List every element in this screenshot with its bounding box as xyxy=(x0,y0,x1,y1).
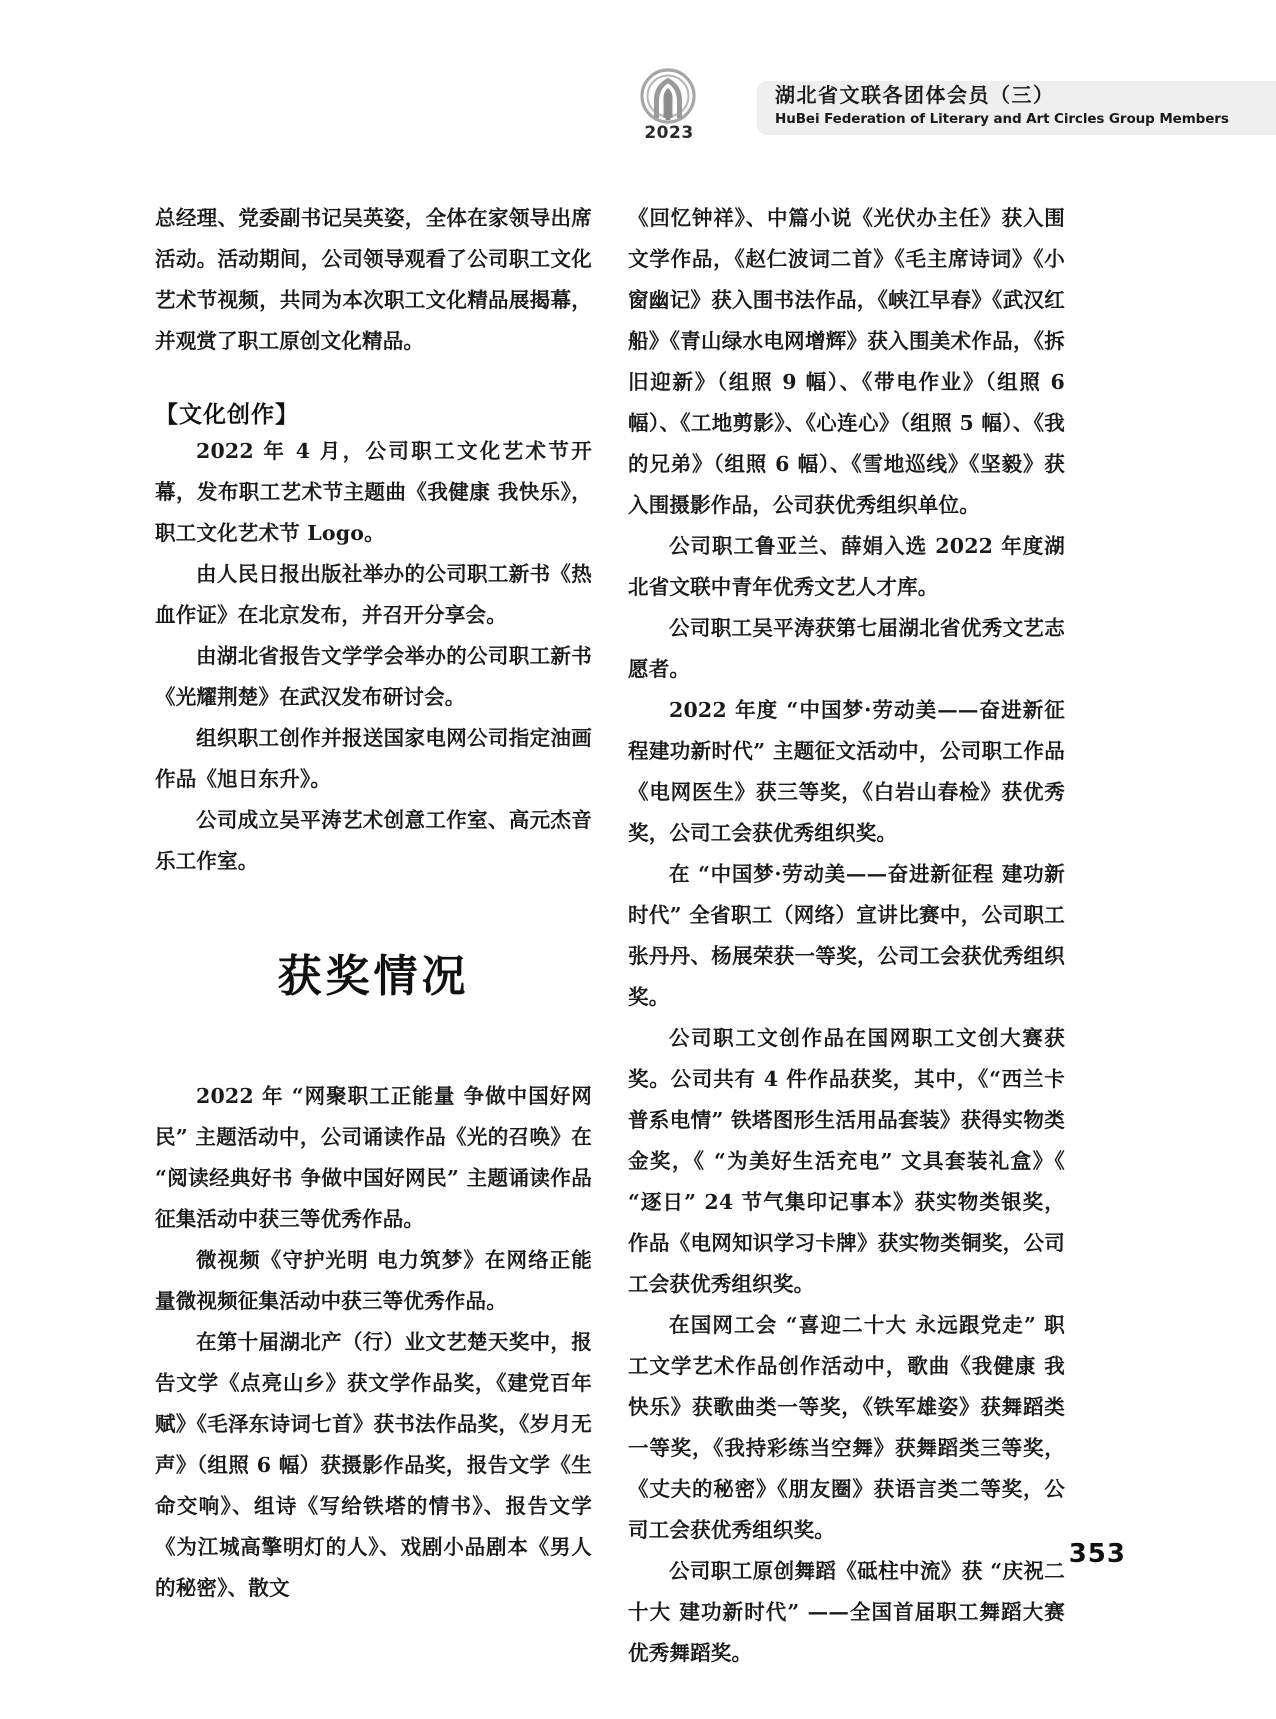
header-logo xyxy=(638,68,708,146)
left-column xyxy=(155,198,592,1609)
paragraph: 公司职工鲁亚兰、薛娟入选 2022 年度湖北省文联中青年优秀文艺人才库。 xyxy=(628,534,1065,599)
paragraph: 2022 年 4 月，公司职工文化艺术节开幕，发布职工艺术节主题曲《我健康 我快乐》，职工文化艺术节 Logo。 xyxy=(155,439,592,545)
paragraph: 在 “中国梦·劳动美——奋进新征程 建功新时代” 全省职工（网络）宣讲比赛中，公司职工张丹丹、杨展荣获一等奖，公司工会获优秀组织奖。 xyxy=(628,862,1065,1009)
page-number: 353 xyxy=(1068,1539,1126,1569)
header-logo-year: 2023 xyxy=(644,123,694,143)
running-header xyxy=(620,68,1229,146)
header-title-en: HuBei Federation of Literary and Art Circles Group Members xyxy=(775,111,1229,127)
hubei-federation-emblem-icon xyxy=(638,68,698,126)
paragraph: 公司职工文创作品在国网职工文创大赛获奖。公司共有 4 件作品获奖，其中，《“西兰卡普系电情” 铁塔图形生活用品套装》获得实物类金奖，《 “为美好生活充电” 文具套装礼盒》《 “逐日” 24 节气集印记事本》获实物类银奖，作品《电网知识学习卡牌》获实物类铜奖，公司工会获优秀组织奖。 xyxy=(628,1026,1065,1296)
paragraph: 由人民日报出版社举办的公司职工新书《热血作证》在北京发布，并召开分享会。 xyxy=(155,562,592,627)
paragraph: 《回忆钟祥》、中篇小说《光伏办主任》获入围文学作品，《赵仁波词二首》《毛主席诗词》《小窗幽记》获入围书法作品，《峡江早春》《武汉红船》《青山绿水电网增辉》获入围美术作品，《拆旧迎新》（组照 9 幅）、《带电作业》（组照 6 幅）、《工地剪影》、《心连心》（组照 5 幅）、《我的兄弟》（组照 6 幅）、《雪地巡线》《坚毅》获入围摄影作品，公司获优秀组织单位。 xyxy=(628,206,1065,517)
paragraph: 公司职工吴平涛获第七届湖北省优秀文艺志愿者。 xyxy=(628,616,1065,681)
paragraph: 在第十届湖北产（行）业文艺楚天奖中，报告文学《点亮山乡》获文学作品奖，《建党百年赋》《毛泽东诗词七首》获书法作品奖，《岁月无声》（组照 6 幅）获摄影作品奖，报告文学《生命交响》、组诗《写给铁塔的情书》、报告文学《为江城高擎明灯的人》、戏剧小品剧本《男人的秘密》、散文 xyxy=(155,1330,592,1600)
paragraph: 2022 年 “网聚职工正能量 争做中国好网民” 主题活动中，公司诵读作品《光的召唤》在 “阅读经典好书 争做中国好网民” 主题诵读作品征集活动中获三等优秀作品。 xyxy=(155,1084,592,1231)
page-title-awards: 获奖情况 xyxy=(277,951,470,1002)
header-title-cn: 湖北省文联各团体会员（三） xyxy=(775,83,1055,107)
paragraph: 在国网工会 “喜迎二十大 永远跟党走” 职工文学艺术作品创作活动中，歌曲《我健康 我快乐》获歌曲类一等奖，《铁军雄姿》获舞蹈类一等奖，《我持彩练当空舞》获舞蹈类三等奖，《丈夫的秘密》《朋友圈》获语言类二等奖，公司工会获优秀组织奖。 xyxy=(628,1313,1065,1542)
right-column xyxy=(628,198,1065,1674)
section-heading-cultural-creation: 【文化创作】 xyxy=(155,402,299,428)
paragraph: 微视频《守护光明 电力筑梦》在网络正能量微视频征集活动中获三等优秀作品。 xyxy=(155,1248,592,1313)
paragraph: 由湖北省报告文学学会举办的公司职工新书《光耀荆楚》在武汉发布研讨会。 xyxy=(155,644,592,709)
paragraph: 2022 年度 “中国梦·劳动美——奋进新征程建功新时代” 主题征文活动中，公司职工作品《电网医生》获三等奖，《白岩山春检》获优秀奖，公司工会获优秀组织奖。 xyxy=(628,698,1065,845)
paragraph: 总经理、党委副书记吴英姿，全体在家领导出席活动。活动期间，公司领导观看了公司职工文化艺术节视频，共同为本次职工文化精品展揭幕，并观赏了职工原创文化精品。 xyxy=(155,206,592,353)
header-text-block xyxy=(775,83,1276,127)
paragraph: 组织职工创作并报送国家电网公司指定油画作品《旭日东升》。 xyxy=(155,726,592,791)
paragraph: 公司职工原创舞蹈《砥柱中流》获 “庆祝二十大 建功新时代” ——全国首届职工舞蹈大赛优秀舞蹈奖。 xyxy=(628,1559,1065,1665)
paragraph: 公司成立吴平涛艺术创意工作室、高元杰音乐工作室。 xyxy=(155,808,592,873)
